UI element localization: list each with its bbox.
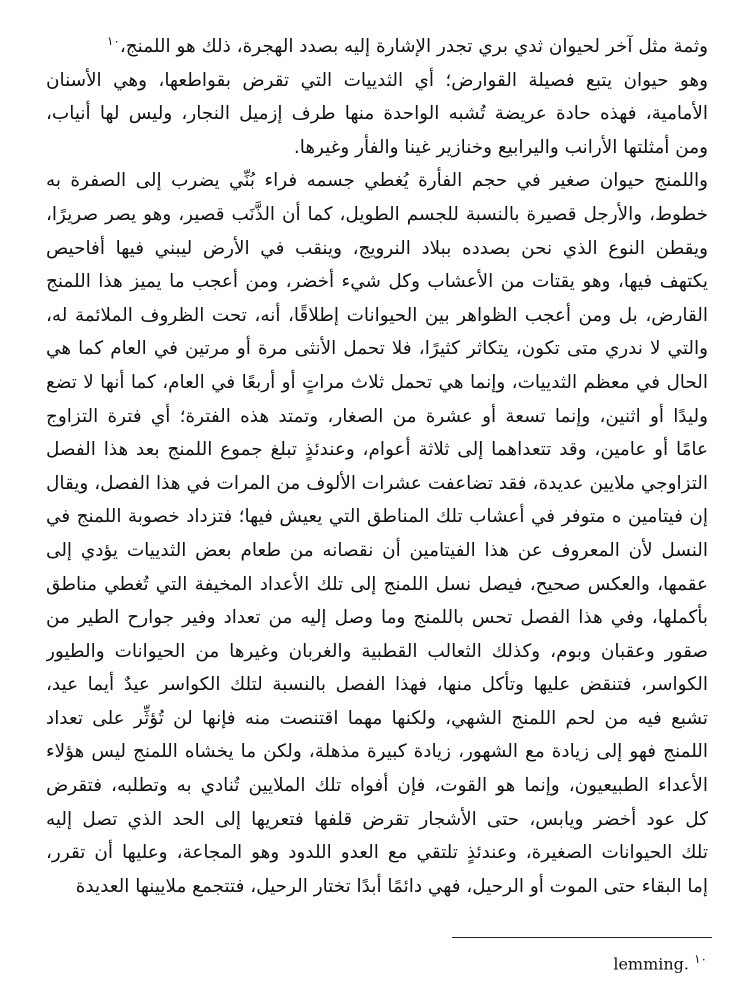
text-line: ومن أمثلتها الأرانب واليرابيع وخنازير غينا والفأر وغيرها. xyxy=(293,136,708,158)
text-line: القارض، بل ومن أعجب الظواهر بين الحيوانات إطلاقًا، أنه، تحت الظروف الملائمة له، xyxy=(46,304,708,326)
footnote xyxy=(613,948,707,975)
footnote-marker[interactable]: ١٠ xyxy=(106,33,120,48)
text-line: خطوط، والأرجل قصيرة بالنسبة للجسم الطويل، كما أن الذَّنَب قصير، وهو يصر صريرًا، xyxy=(46,203,708,225)
text-line: الأمامية، فهذه حادة عريضة تُشبه الواحدة منها طرف إزميل النجار، وليس لها أنياب، xyxy=(46,103,708,125)
text-line: الكواسر، فتنقض عليها وتأكل منها، فهذا الفصل بالنسبة لتلك الكواسر عيدٌ أيما عيد، xyxy=(46,674,708,696)
text-line: واللمنج حيوان صغير في حجم الفأرة يُغطي جسمه فراء بُنِّي يضرب إلى الصفرة به xyxy=(46,170,708,192)
text-line: كل عود أخضر ويابس، حتى الأشجار تقرض قلفها فتعريها إلى الحد الذي تصل إليه xyxy=(46,808,708,830)
text-line: إن فيتامين ه متوفر في أعشاب تلك المناطق التي يعيش فيها؛ فتزداد خصوبة اللمنج في xyxy=(46,506,708,528)
text-line: التزاوجي ملايين عديدة، فقد تضاعفت عشرات الألوف من المرات في هذا الفصل، ويقال xyxy=(46,472,708,494)
text-line: وليدًا أو اثنين، وإنما تسعة أو عشرة من الصغار، وتمتد هذه الفترة؛ أي فترة التزاوج xyxy=(46,405,708,427)
text-line: تشبع فيه من لحم اللمنج الشهي، ولكنها مهما اقتنصت منه فإنها لن تُؤثِّر على تعداد xyxy=(46,707,708,729)
text-line: الأعداء الطبيعيون، وإنما هو القوت، فإن أفواه تلك الملايين تُنادي به وتطلبه، فتقرض xyxy=(46,775,708,797)
text-line: بأكملها، وفي هذا الفصل تحس باللمنج وما وصل إليه من تعداد وفير جوارح الطير من xyxy=(46,607,708,629)
text-line: تلك الحيوانات الصغيرة، وعندئذٍ تلتقي مع العدو اللدود وهو المجاعة، وعليها أن تقرر، xyxy=(46,842,708,864)
text-line xyxy=(46,30,708,64)
footnote-divider xyxy=(452,937,712,938)
text-line: ويقطن النوع الذي نحن بصدده ببلاد النرويج، وينقب في الأرض ليبني فيها أفاحيص xyxy=(46,237,708,259)
text-line-content: وثمة مثل آخر لحيوان ثدي بري تجدر الإشارة إليه بصدد الهجرة، ذلك هو اللمنج، xyxy=(119,36,708,57)
footnote-number: ١٠ xyxy=(694,952,707,966)
text-line: والتي لا ندري متى تكون، يتكاثر كثيرًا، فلا تحمل الأنثى مرة أو مرتين في العام كما هي xyxy=(46,338,708,360)
text-line: عامًا أو عامين، وقد تتعداهما إلى ثلاثة أعوام، وعندئذٍ تبلغ جموع اللمنج بعد هذا الفصل xyxy=(46,439,708,461)
text-line: اللمنج فهو إلى زيادة مع الشهور، زيادة كبيرة مذهلة، ولكن ما يخشاه اللمنج ليس هؤلاء xyxy=(46,741,708,763)
text-line: عقمها، والعكس صحيح، فيصل نسل اللمنج إلى تلك الأعداد المخيفة التي تُغطي مناطق xyxy=(46,573,708,595)
footnote-text: lemming. xyxy=(613,954,690,974)
text-line: وهو حيوان يتبع فصيلة القوارض؛ أي الثدييات التي تقرض بقواطعها، وهي الأسنان xyxy=(46,69,708,91)
text-line: الحال في معظم الثدييات، وإنما هي تحمل ثلاث مراتٍ أو أربعًا في العام، كما أنها لا تضع xyxy=(46,371,708,393)
body-text xyxy=(46,30,708,903)
text-line: صقور وعقبان وبوم، وكذلك الثعالب القطبية والغربان وغيرها من الحيوانات والطيور xyxy=(46,640,708,662)
text-line: النسل لأن المعروف عن هذا الفيتامين أن نقصانه من طعام بعض الثدييات يؤدي إلى xyxy=(46,539,708,561)
text-line: يكتهف فيها، وهو يقتات من الأعشاب وكل شيء أخضر، ومن أعجب ما يميز هذا اللمنج xyxy=(46,271,708,293)
text-line: إما البقاء حتى الموت أو الرحيل، فهي دائمًا أبدًا تختار الرحيل، فتتجمع ملايينها العديدة xyxy=(75,875,708,897)
